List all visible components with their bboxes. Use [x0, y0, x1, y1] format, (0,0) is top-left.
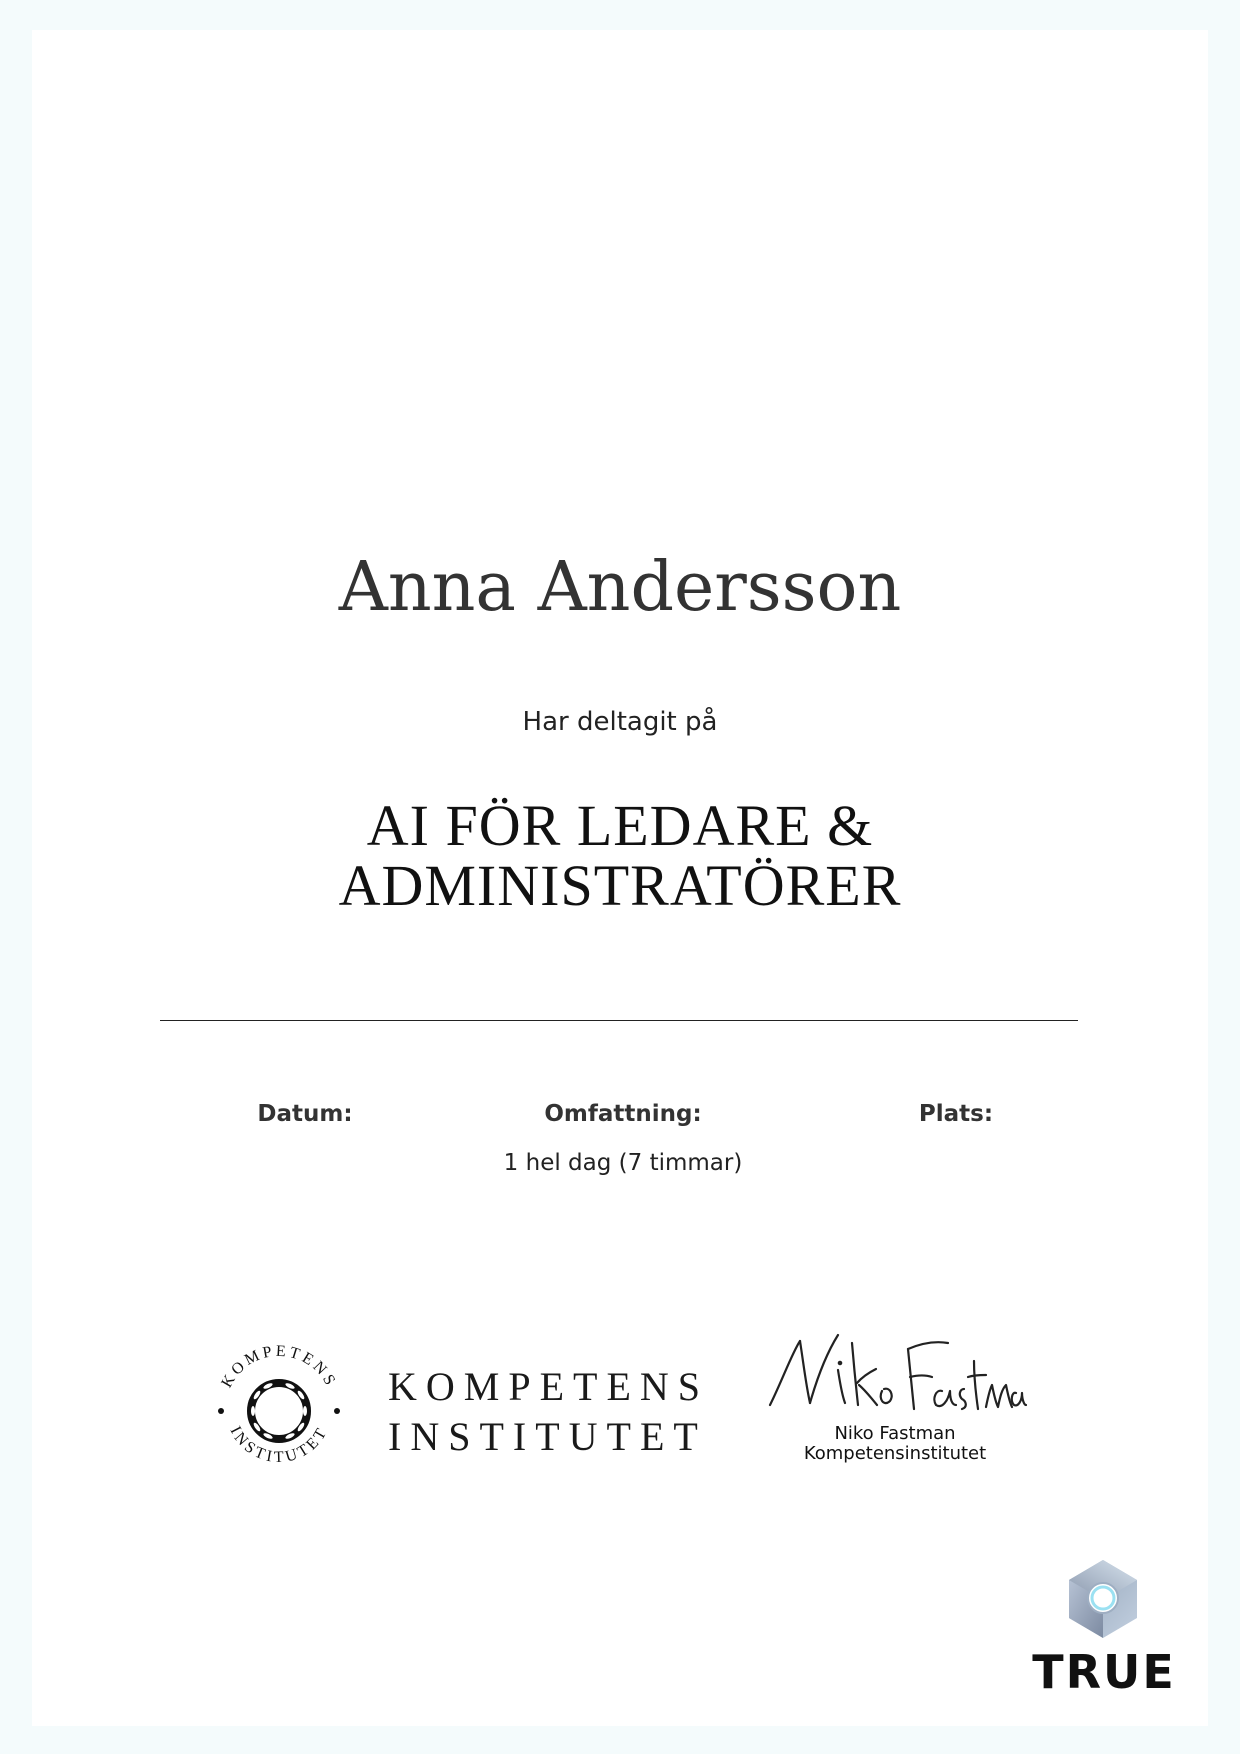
divider-line: [160, 1020, 1078, 1021]
scope-label: Omfattning:: [544, 1101, 702, 1127]
participation-text: Har deltagit på: [522, 707, 718, 737]
place-label: Plats:: [918, 1101, 994, 1127]
course-title: [0, 793, 1240, 918]
wordmark-line-2: INSTITUTET: [388, 1414, 707, 1459]
seal-top-text: KOMPETENS: [218, 1342, 340, 1391]
true-hexagon-icon: [1063, 1558, 1143, 1640]
signatory-name: Niko Fastman: [834, 1423, 956, 1444]
issuer-wordmark: [388, 1362, 709, 1462]
signature-icon: [760, 1325, 1030, 1425]
seal-icon: [204, 1334, 354, 1484]
true-logo-text: TRUE: [1032, 1645, 1176, 1699]
course-title-line-2: ADMINISTRATÖRER: [338, 853, 902, 918]
course-title-line-1: AI FÖR LEDARE &: [366, 793, 874, 858]
seal-bottom-text: INSTITUTET: [226, 1423, 332, 1467]
scope-value: 1 hel dag (7 timmar): [503, 1150, 743, 1176]
signatory-organization: Kompetensinstitutet: [803, 1443, 987, 1464]
recipient-name: Anna Andersson: [338, 548, 902, 627]
date-label: Datum:: [257, 1101, 353, 1127]
wordmark-line-1: KOMPETENS: [388, 1364, 710, 1409]
laurel-wreath-icon: [251, 1382, 307, 1440]
